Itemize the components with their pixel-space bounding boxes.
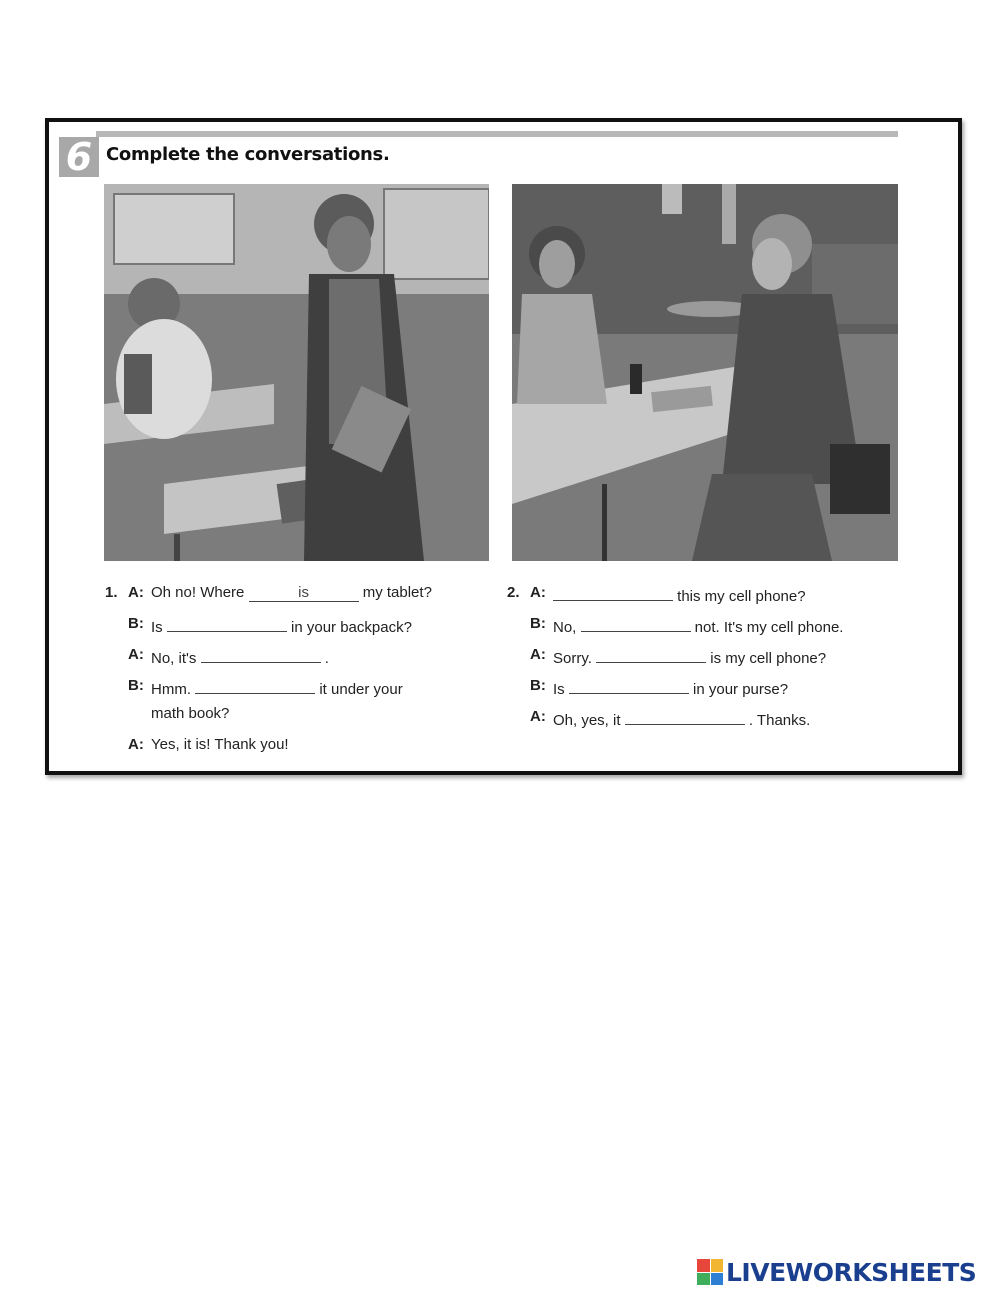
line-text: in your backpack? xyxy=(286,619,412,636)
conversation-2 xyxy=(507,584,897,739)
line-text: . Thanks. xyxy=(744,712,811,729)
answer-blank[interactable] xyxy=(596,646,706,663)
answer-blank[interactable] xyxy=(581,615,691,632)
line-text: this my cell phone? xyxy=(673,588,806,605)
liveworksheets-logo-icon xyxy=(697,1259,723,1285)
brand-name: LIVEWORKSHEETS xyxy=(726,1257,977,1287)
conversation-2-line-3 xyxy=(507,646,897,677)
answer-blank[interactable] xyxy=(201,646,321,663)
line-text: it under your xyxy=(315,681,403,698)
speaker-label: A: xyxy=(128,584,144,601)
line-text: Is xyxy=(553,681,569,698)
conversation-1-line-3 xyxy=(105,646,485,677)
line-text: No, xyxy=(553,619,581,636)
conversation-1-line-1 xyxy=(105,584,485,615)
conversation-2-line-4 xyxy=(507,677,897,708)
conversation-1 xyxy=(105,584,485,767)
logo-square xyxy=(711,1259,724,1272)
classroom-illustration xyxy=(104,184,489,561)
line-text: my tablet? xyxy=(358,584,432,601)
line-text: Sorry. xyxy=(553,650,597,667)
cafe-illustration xyxy=(512,184,898,561)
conversation-1-line-4-continuation xyxy=(105,705,485,736)
liveworksheets-brand[interactable] xyxy=(697,1258,976,1286)
conversation-1-line-2 xyxy=(105,615,485,646)
speaker-label: B: xyxy=(530,615,546,632)
line-text: math book? xyxy=(151,705,230,722)
answer-blank[interactable] xyxy=(569,677,689,694)
speaker-label: B: xyxy=(530,677,546,694)
exercise-heading: Complete the conversations. xyxy=(106,144,390,165)
conversation-2-line-2 xyxy=(507,615,897,646)
conversation-2-number: 2. xyxy=(507,584,520,601)
logo-square xyxy=(711,1273,724,1286)
line-text: Oh no! Where xyxy=(151,584,249,601)
speaker-label: B: xyxy=(128,615,144,632)
logo-square xyxy=(697,1259,710,1272)
logo-square xyxy=(697,1273,710,1286)
line-text: Is xyxy=(151,619,167,636)
exercise-number: 6 xyxy=(59,137,99,177)
line-text: in your purse? xyxy=(688,681,789,698)
answer-blank[interactable]: is xyxy=(249,585,359,602)
speaker-label: A: xyxy=(128,646,144,663)
speaker-label: B: xyxy=(128,677,144,694)
conversation-2-line-1 xyxy=(507,584,897,615)
line-text: not. It's my cell phone. xyxy=(690,619,844,636)
conversation-1-line-5 xyxy=(105,736,485,767)
classroom-illustration-svg xyxy=(104,184,489,561)
speaker-label: A: xyxy=(530,708,546,725)
answer-blank[interactable] xyxy=(553,584,673,601)
line-text: Yes, it is! Thank you! xyxy=(151,736,289,753)
speaker-label: A: xyxy=(530,646,546,663)
conversation-1-line-4 xyxy=(105,677,485,705)
answer-blank[interactable] xyxy=(167,615,287,632)
line-text: Hmm. xyxy=(151,681,196,698)
answer-blank[interactable] xyxy=(195,677,315,694)
line-text: Oh, yes, it xyxy=(553,712,625,729)
line-text: is my cell phone? xyxy=(706,650,827,667)
line-text: No, it's xyxy=(151,650,201,667)
speaker-label: A: xyxy=(530,584,546,601)
cafe-illustration-svg xyxy=(512,184,898,561)
answer-blank[interactable] xyxy=(625,708,745,725)
header-rule xyxy=(96,131,898,137)
speaker-label: A: xyxy=(128,736,144,753)
line-text: . xyxy=(320,650,329,667)
conversation-2-line-5 xyxy=(507,708,897,739)
conversation-1-number: 1. xyxy=(105,584,118,601)
